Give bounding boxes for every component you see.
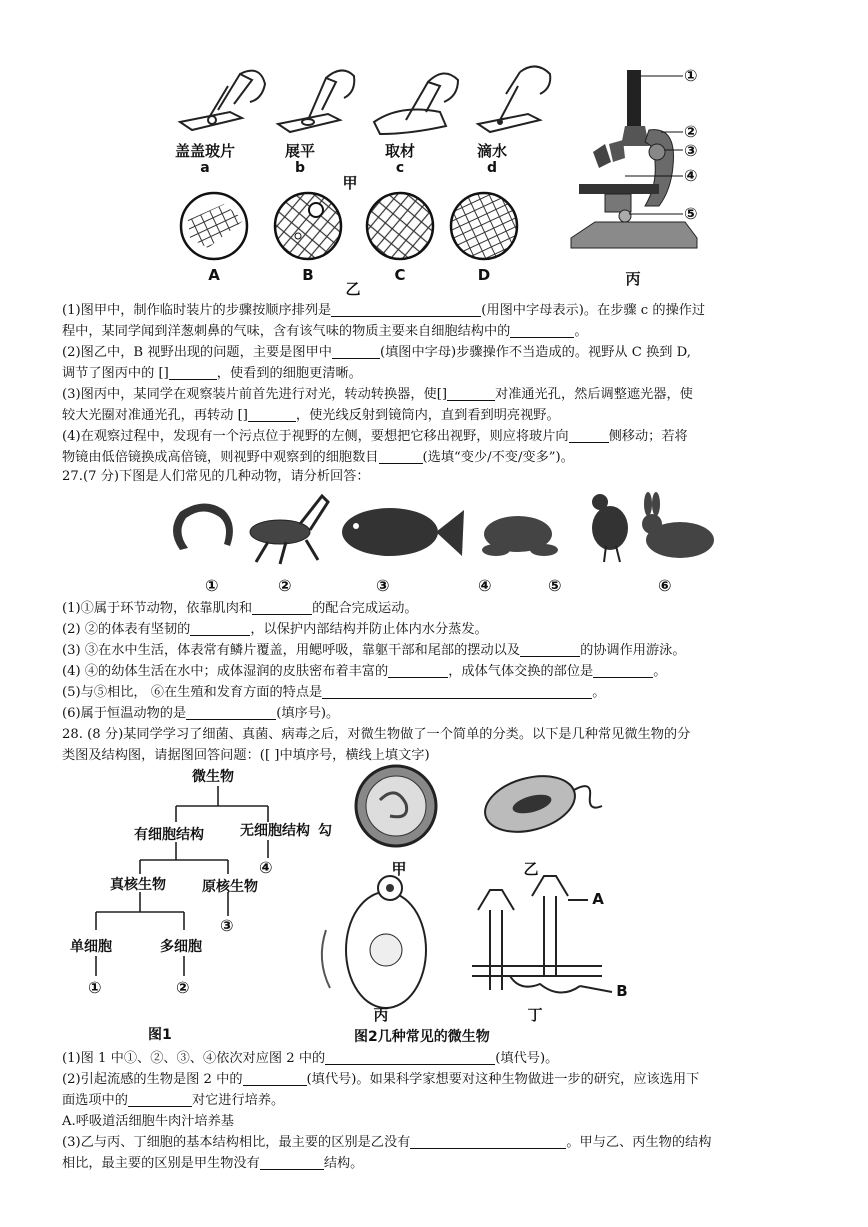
figure-bing-caption: 丙 xyxy=(625,270,641,288)
tree-multi: 多细胞 xyxy=(160,939,202,955)
figure-jia-caption: 甲 xyxy=(342,174,358,192)
tree-cell: 有细胞结构 xyxy=(134,827,204,843)
blank[interactable] xyxy=(243,1071,307,1086)
animal-label-3: ③ xyxy=(376,576,390,595)
q26-text: (1)图甲中，制作临时装片的步骤按顺序排列是 (用图中字母表示)。在步骤 c 的操作过 程中，某同学闻到洋葱刺鼻的气味，含有该气味的物质主要来自细胞结构中的 。 (2)图乙中，B 视野出现的问题，主要是图甲中 (填图中字母)步骤操作不当造成的。视野从 C 换到 D, 调节了图丙中的 [] ，使看到的细胞更清晰。 (3)图丙中，某同学在观察装片前首先进行对光，转动转换器，使[] 对准通光孔，然后调整遮光器，使 较大光圈对准通光孔，再转动 [] ，使光线反射到镜筒内，直到看到明亮视野。 (4)在观察过程中，发现有一个污点位于视野的左侧，要想把它移出视野，则应将玻片向 侧移动；若将 物镜由低倍镜换成高倍镜，则视野中观察到的细胞数目 (选填“变少/不变/变多”)。 xyxy=(62,303,706,465)
figure1-caption: 图1 xyxy=(148,1027,172,1043)
bacterium xyxy=(479,767,602,841)
step-letter-d: d xyxy=(486,160,498,176)
tree-node-2: ② xyxy=(176,978,190,997)
animal-label-6: ⑥ xyxy=(658,576,672,595)
animal-label-4: ④ xyxy=(478,576,492,595)
tree-prok: 原核生物 xyxy=(202,879,258,895)
animal-label-2: ② xyxy=(278,576,292,595)
tree-uni: 单细胞 xyxy=(70,939,112,955)
tree-node-3: ③ xyxy=(220,916,234,935)
blank[interactable] xyxy=(325,1050,495,1065)
tree-node-4: ④ xyxy=(259,858,273,877)
tree-nocell-tail: 勾 xyxy=(318,823,332,839)
step-name-d: 滴水 xyxy=(476,142,507,160)
q28-questions: (1)图 1 中①、②、③、④依次对应图 2 中的 (填代号)。 (2)引起流感的生物是图 2 中的 (填代号)。如果科学家想要对这种生物做进一步的研究，应该选用下 面选项中的 对它进行培养。 A.呼吸道活细胞牛肉汁培养基 (3)乙与丙、丁细胞的基本结构相比，最主要的区别是乙没有 。甲与乙、丙生物的结构 相比，最主要的区别是甲生物没有 结构。 xyxy=(62,1051,712,1171)
q27-questions: (1)①属于环节动物，依靠肌肉和 的配合完成运动。 (2) ②的体表有坚韧的 ，以保护内部结构并防止体内水分蒸发。 (3) ③在水中生活，体表常有鳞片覆盖，用鳃呼吸，靠躯干部和尾部的摆动以及 的协调作用游泳。 (4) ④的幼体生活在水中；成体湿润的皮肤密布着丰富的 ，成体气体交换的部位是 。 (5)与⑤相比， ⑥在生殖和发育方面的特点是 。 (6)属于恒温动物的是 (填序号)。 xyxy=(62,601,686,721)
view-label-a: A xyxy=(208,266,220,284)
step-name-b: 展平 xyxy=(284,142,315,160)
tree-nocell: 无细胞结构 xyxy=(240,823,310,839)
figure-yi-caption: 乙 xyxy=(345,280,361,298)
microscope-part-4: ④ xyxy=(684,166,698,185)
figure2-caption: 图2几种常见的微生物 xyxy=(354,1029,490,1045)
microscope-part-3: ③ xyxy=(684,141,698,160)
step-name-c: 取材 xyxy=(384,142,415,160)
animal-label-1: ① xyxy=(205,576,219,595)
animal-label-5: ⑤ xyxy=(548,576,562,595)
tree-node-1: ① xyxy=(88,978,102,997)
microscope-part-5: ⑤ xyxy=(684,204,698,223)
blank[interactable] xyxy=(128,1092,192,1107)
mold-label-a: A xyxy=(592,890,604,908)
microbe-yi: 乙 xyxy=(523,860,539,878)
microbe-jia: 甲 xyxy=(391,860,407,878)
tree-root: 微生物 xyxy=(192,769,234,785)
view-label-b: B xyxy=(302,266,314,284)
microbe-ding: 丁 xyxy=(527,1006,543,1024)
q28-intro: 28. (8 分)某同学学习了细菌、真菌、病毒之后，对微生物做了一个简单的分类。以下是几种常见微生物的分 类图及结构图，请据图回答问题：([ ]中填序号，横线上填文字) xyxy=(62,727,691,763)
view-label-d: D xyxy=(477,266,491,284)
step-letter-a: a xyxy=(200,160,210,176)
step-name-a: 盖盖玻片 xyxy=(174,142,235,160)
microscope-part-2: ② xyxy=(684,122,698,141)
tree-euk: 真核生物 xyxy=(110,877,166,893)
blank[interactable] xyxy=(410,1134,566,1149)
microscope-part-1: ① xyxy=(684,66,698,85)
mold-label-b: B xyxy=(616,982,628,1000)
view-label-c: C xyxy=(394,266,406,284)
blank[interactable] xyxy=(260,1155,324,1170)
virus xyxy=(356,766,436,846)
microbe-bing: 丙 xyxy=(373,1006,389,1024)
step-letter-c: c xyxy=(395,160,405,176)
q27-intro: 27.(7 分)下图是人们常见的几种动物，请分析回答： xyxy=(62,469,370,484)
step-letter-b: b xyxy=(294,160,306,176)
